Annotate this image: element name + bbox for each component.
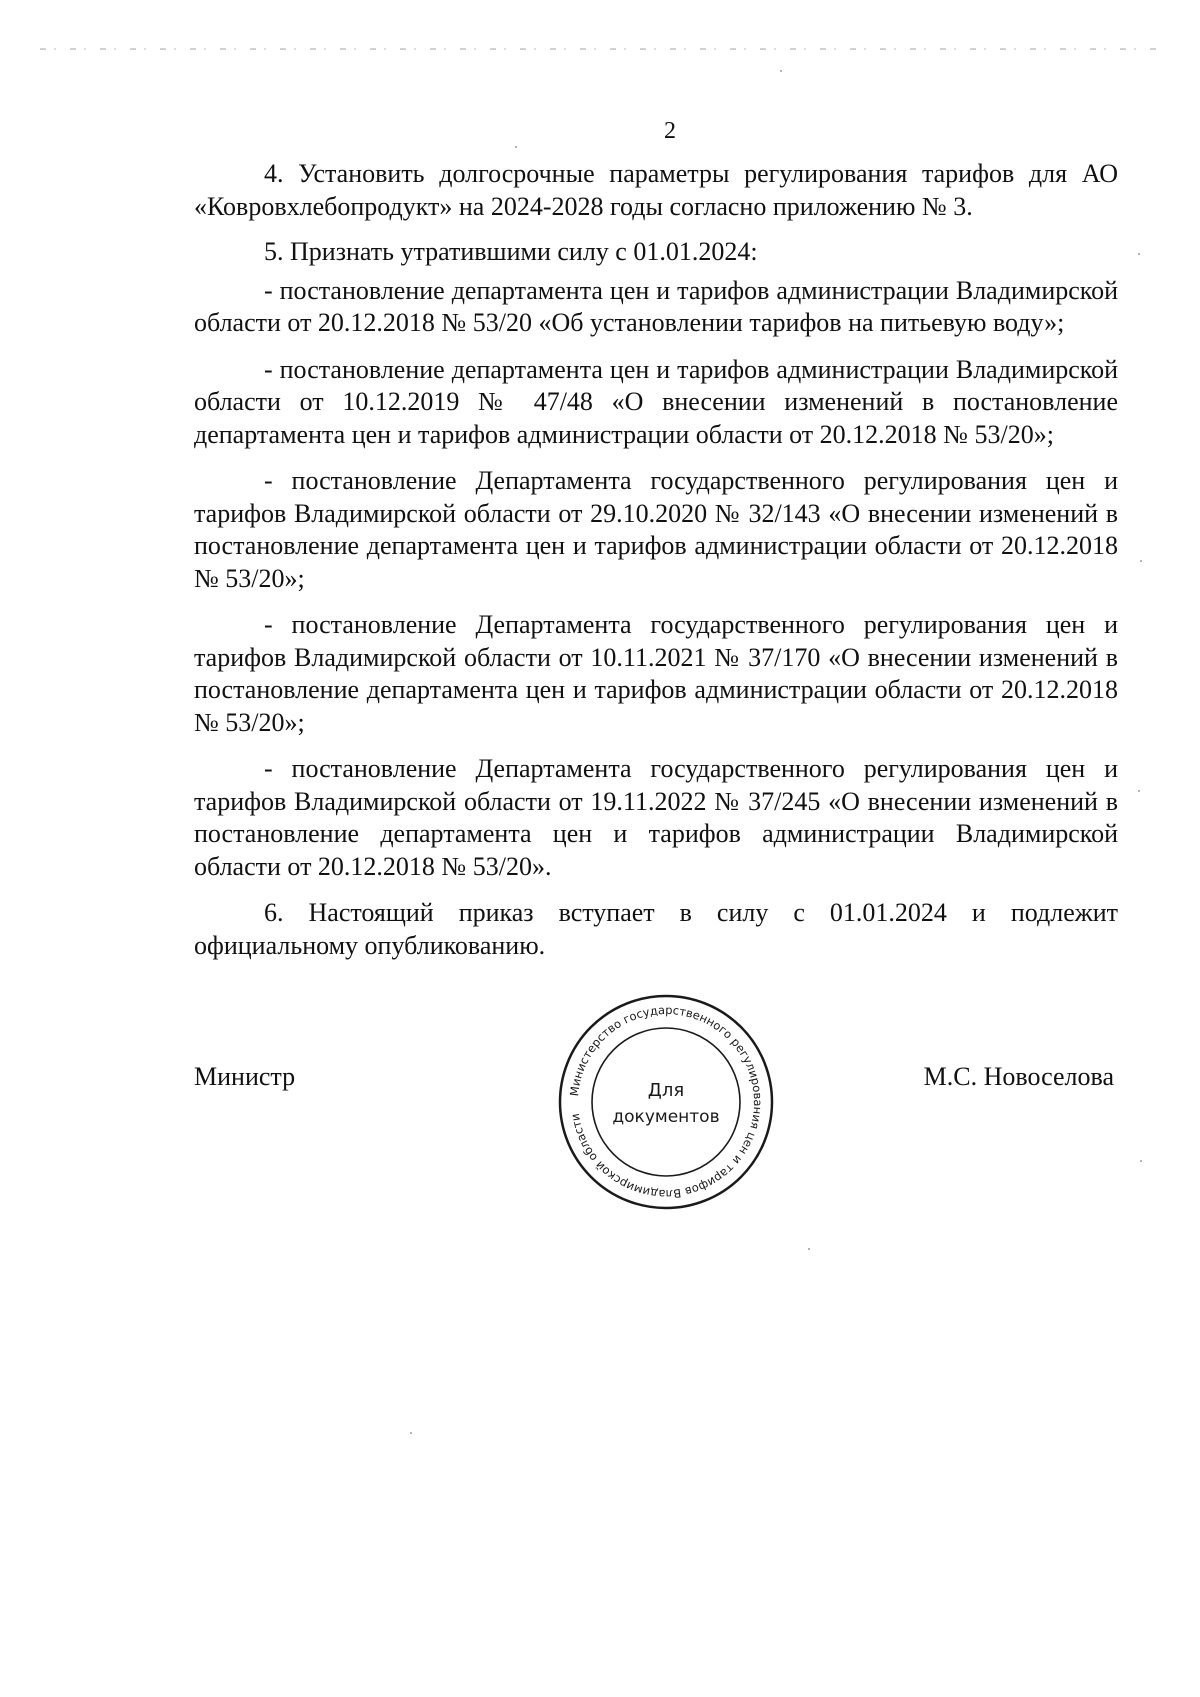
stamp-center-line-2: документов <box>612 1107 720 1127</box>
paragraph-6: 6. Настоящий приказ вступает в силу с 01.01.2024 и подлежит официальному опубликованию. <box>194 898 1118 960</box>
document-body <box>194 158 1118 975</box>
repealed-act-item: - постановление Департамента государственного регулирования цен и тарифов Владимирской области от 29.10.2020 № 32/143 «О внесении изменений в постановление департамента цен и тарифов администрации области от 20.12.2018 № 53/20»; <box>194 466 1118 593</box>
scan-artifact-dot <box>1138 253 1140 255</box>
page-number: 2 <box>664 118 676 144</box>
repealed-act-item: - постановление департамента цен и тарифов администрации Владимирской области от 20.12.2018 № 53/20 «Об установлении тарифов на питьевую воду»; <box>194 275 1118 337</box>
paragraph-4: 4. Установить долгосрочные параметры регулирования тарифов для АО «Ковровхлебопродукт» на 2024-2028 годы согласно приложению № 3. <box>194 159 1118 221</box>
scan-artifact-line <box>40 48 1160 50</box>
stamp-inner-ring <box>592 1028 740 1176</box>
signatory-title: Министр <box>194 1062 296 1091</box>
signatory-name: М.С. Новоселова <box>923 1062 1114 1091</box>
scan-artifact-dot <box>1140 560 1142 562</box>
scan-artifact-dot <box>410 1432 412 1434</box>
repealed-act-item: - постановление департамента цен и тарифов администрации Владимирской области от 10.12.2019 № 47/48 «О внесении изменений в постановление департамента цен и тарифов администрации области от 20.12.2018 № 53/20»; <box>194 354 1118 449</box>
scan-artifact-dot <box>515 146 517 148</box>
repealed-act-item: - постановление Департамента государственного регулирования цен и тарифов Владимирской области от 10.11.2021 № 37/170 «О внесении изменений в постановление департамента цен и тарифов администрации области от 20.12.2018 № 53/20»; <box>194 610 1118 737</box>
stamp-center-line-1: Для <box>647 1080 685 1101</box>
stamp-ring-text: Министерство государственного регулирования цен и тарифов Владимирской области <box>567 1002 766 1202</box>
scan-artifact-dot <box>1138 790 1140 792</box>
paragraph-5: 5. Признать утратившими силу с 01.01.2024: <box>264 237 758 266</box>
repealed-act-item: - постановление Департамента государственного регулирования цен и тарифов Владимирской области от 19.11.2022 № 37/245 «О внесении изменений в постановление департамента цен и тарифов администрации Владимирской области от 20.12.2018 № 53/20». <box>194 754 1118 881</box>
scan-artifact-dot <box>780 70 782 72</box>
official-stamp <box>556 992 776 1212</box>
